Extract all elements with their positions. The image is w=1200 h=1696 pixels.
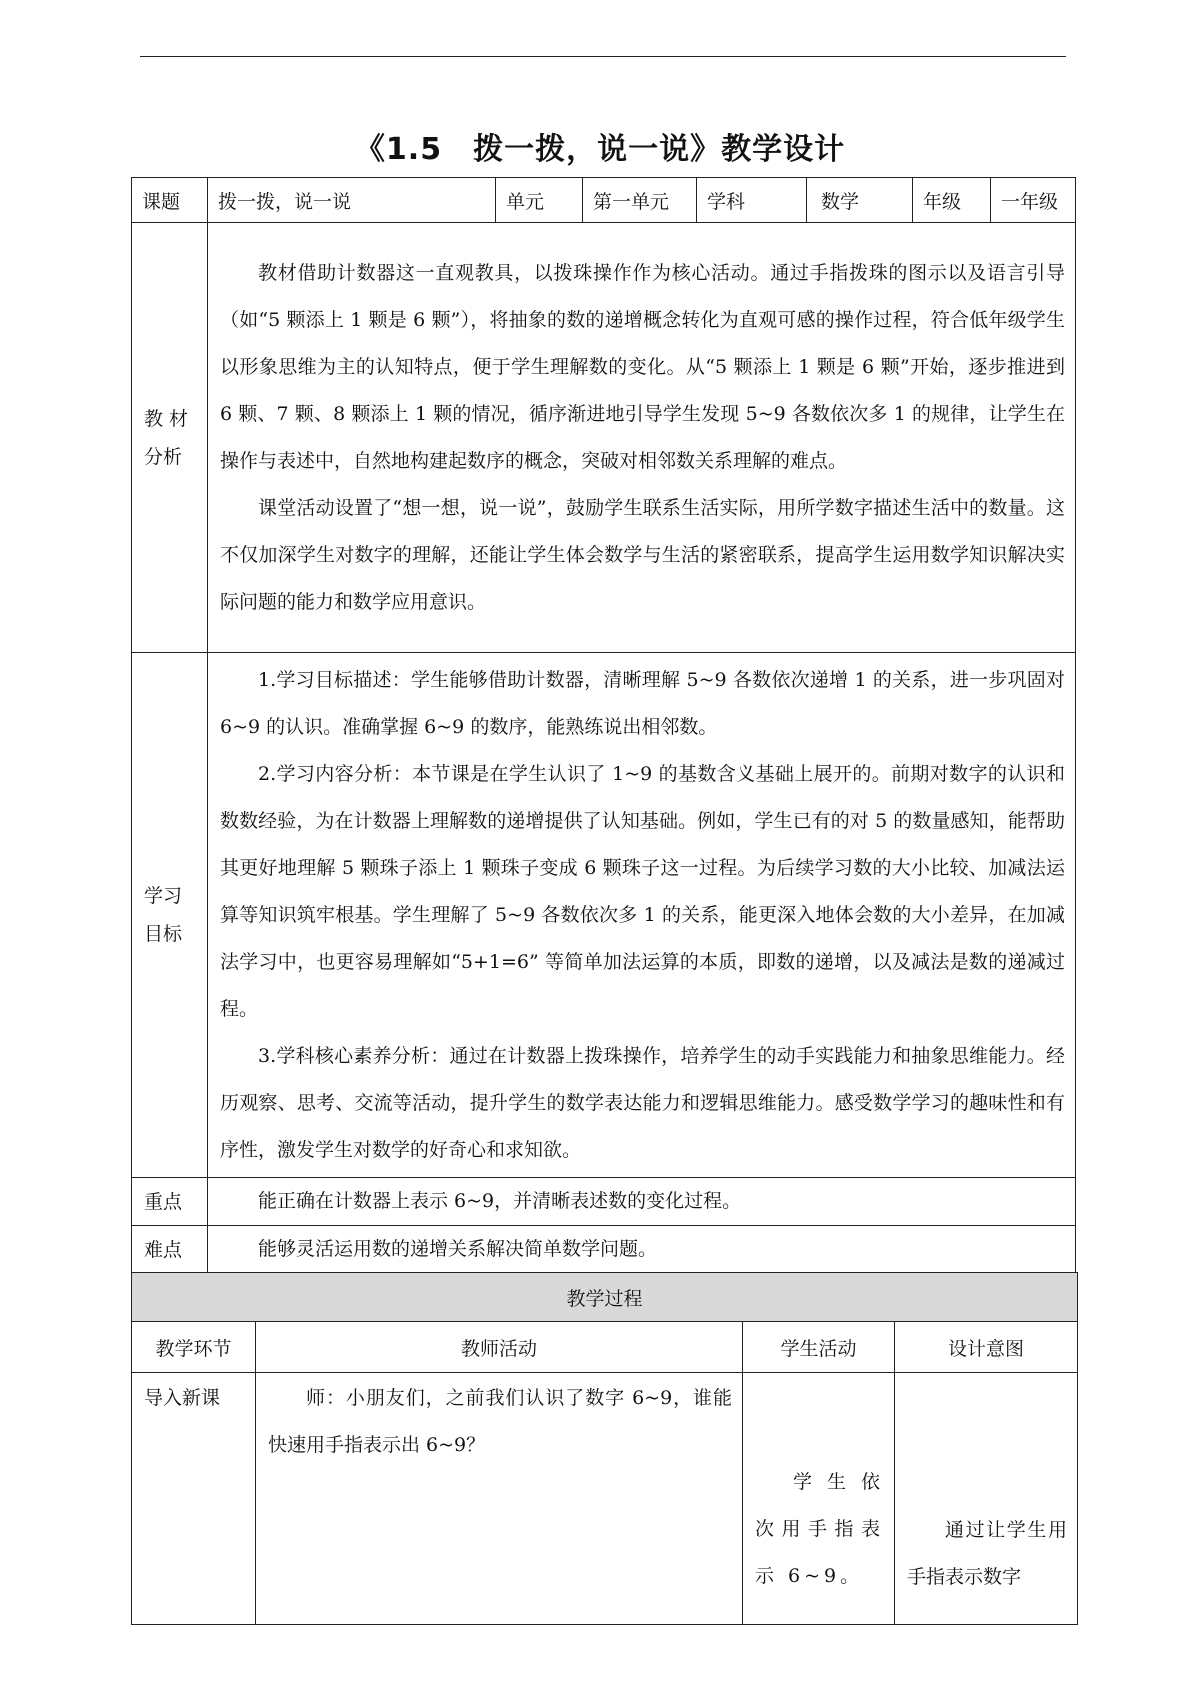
grade-label: 年级 (913, 178, 991, 223)
document-title: 《1.5 拨一拨，说一说》教学设计 (354, 132, 846, 167)
material-analysis-label: 教 材 分析 (132, 223, 208, 653)
process-header-row (132, 1322, 1078, 1373)
header-rule (140, 56, 1066, 57)
header-stage: 教学环节 (132, 1322, 256, 1373)
unit-value: 第一单元 (583, 178, 697, 223)
difficulty-label: 难点 (132, 1226, 208, 1274)
design-intent-cell: 通过让学生用手指表示数字 (895, 1373, 1078, 1625)
topic-value: 拨一拨，说一说 (208, 178, 496, 223)
header-student: 学生活动 (743, 1322, 895, 1373)
key-point-content: 能正确在计数器上表示 6~9，并清晰表述数的变化过程。 (208, 1178, 1076, 1226)
topic-label: 课题 (132, 178, 208, 223)
info-row (132, 178, 1076, 223)
student-activity-cell: 学生依次用手指表示 6~9。 (743, 1373, 895, 1625)
material-analysis-row (132, 223, 1076, 653)
material-paragraph-2: 课堂活动设置了“想一想，说一说”，鼓励学生联系生活实际，用所学数字描述生活中的数量。这不仅加深学生对数字的理解，还能让学生体会数学与生活的紧密联系，提高学生运用数学知识解决实际问题的能力和数学应用意识。 (220, 496, 1065, 613)
material-analysis-content (208, 223, 1076, 653)
unit-label: 单元 (496, 178, 583, 223)
process-section-title: 教学过程 (132, 1273, 1078, 1322)
subject-label: 学科 (697, 178, 807, 223)
material-paragraph-1: 教材借助计数器这一直观教具，以拨珠操作作为核心活动。通过手指拨珠的图示以及语言引导（如“5 颗添上 1 颗是 6 颗”），将抽象的数的递增概念转化为直观可感的操作过程，符合低年级学生以形象思维为主的认知特点，便于学生理解数的变化。从“5 颗添上 1 颗是 6 颗”开始，逐步推进到 6 颗、7 颗、8 颗添上 1 颗的情况，循序渐进地引导学生发现 5~9 各数依次多 1 的规律，让学生在操作与表述中，自然地构建起数序的概念，突破对相邻数关系理解的难点。 (220, 261, 1065, 472)
goal-paragraph-2: 2.学习内容分析：本节课是在学生认识了 1~9 的基数含义基础上展开的。前期对数字的认识和数数经验，为在计数器上理解数的递增提供了认知基础。例如，学生已有的对 5 的数量感知，能帮助其更好地理解 5 颗珠子添上 1 颗珠子变成 6 颗珠子这一过程。为后续学习数的大小比较、加减法运算等知识筑牢根基。学生理解了 5~9 各数依次多 1 的关系，能更深入地体会数的大小差异，在加减法学习中，也更容易理解如“5+1=6” 等简单加法运算的本质，即数的递增，以及减法是数的递减过程。 (220, 762, 1065, 1020)
difficulty-row (132, 1226, 1076, 1274)
header-intent: 设计意图 (895, 1322, 1078, 1373)
process-title-row (132, 1273, 1078, 1322)
key-point-row (132, 1178, 1076, 1226)
subject-value: 数学 (807, 178, 913, 223)
goal-paragraph-3: 3.学科核心素养分析：通过在计数器上拨珠操作，培养学生的动手实践能力和抽象思维能力。经历观察、思考、交流等活动，提升学生的数学表达能力和逻辑思维能力。感受数学学习的趣味性和有序性，激发学生对数学的好奇心和求知欲。 (220, 1044, 1065, 1161)
lesson-info-table (131, 177, 1076, 1274)
teaching-process-table (131, 1272, 1078, 1625)
key-point-label: 重点 (132, 1178, 208, 1226)
difficulty-content: 能够灵活运用数的递增关系解决简单数学问题。 (208, 1226, 1076, 1274)
learning-goals-row (132, 653, 1076, 1178)
learning-goals-label: 学习 目标 (132, 653, 208, 1178)
teacher-activity-cell: 师：小朋友们，之前我们认识了数字 6~9，谁能快速用手指表示出 6~9？ (256, 1373, 743, 1625)
goal-paragraph-1: 1.学习目标描述：学生能够借助计数器，清晰理解 5~9 各数依次递增 1 的关系，进一步巩固对 6~9 的认识。准确掌握 6~9 的数序，能熟练说出相邻数。 (220, 668, 1065, 738)
process-row (132, 1373, 1078, 1625)
grade-value: 一年级 (991, 178, 1076, 223)
header-teacher: 教师活动 (256, 1322, 743, 1373)
learning-goals-content (208, 653, 1076, 1178)
stage-cell: 导入新课 (132, 1373, 256, 1625)
